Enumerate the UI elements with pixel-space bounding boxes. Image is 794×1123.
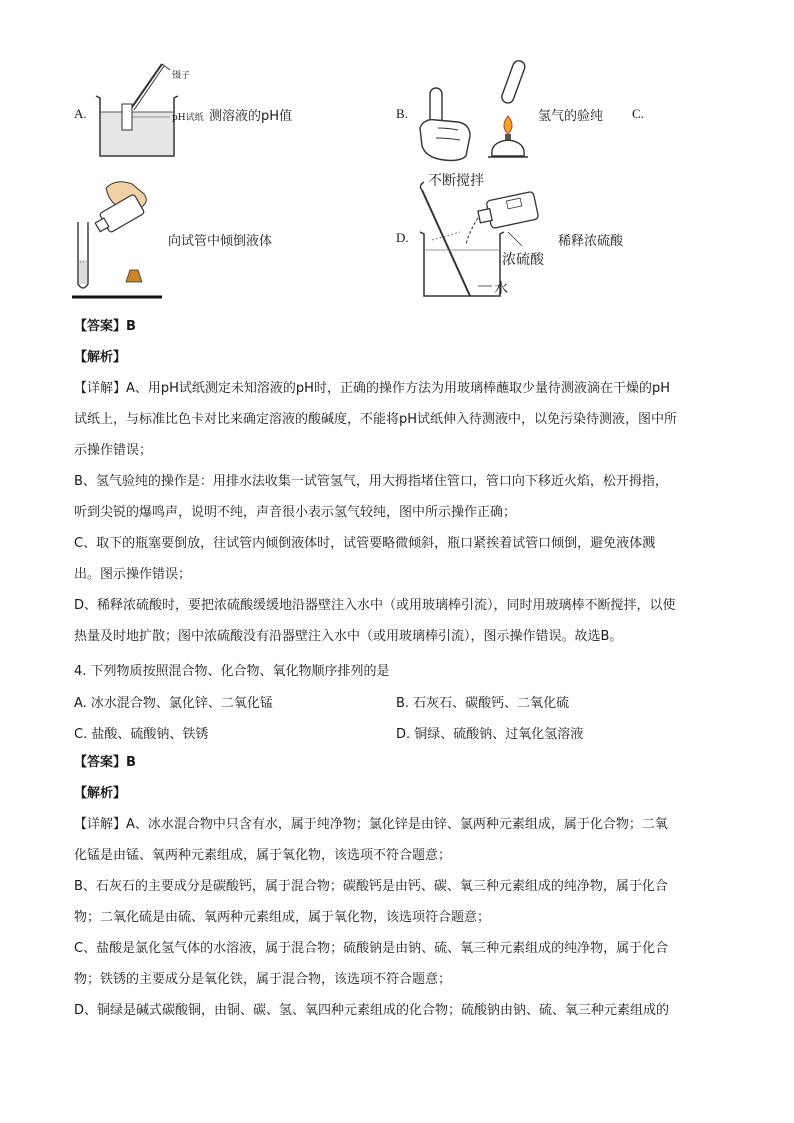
figure-c-caption: 向试管中倾倒液体 (168, 234, 273, 249)
figure-b-caption: 氢气的验纯 (538, 109, 604, 124)
q4-explanation-line: 【详解】A、冰水混合物中只含有水，属于纯净物；氯化锌是由锌、氯两种元素组成，属于化合物；二氧 (74, 817, 668, 832)
q4-analysis-title: 【解析】 (74, 786, 127, 801)
figure-a-caption: 测溶液的pH值 (209, 109, 293, 124)
q4-explanation-line: B、石灰石的主要成分是碳酸钙，属于混合物；碳酸钙是由钙、碳、氧三种元素组成的纯净物，属于化合 (74, 879, 668, 894)
q3-explanation-line: D、稀释浓硫酸时，要把浓硫酸缓缓地沿器壁注入水中（或用玻璃棒引流），同时用玻璃棒不断搅拌，以使 (74, 598, 676, 613)
q4-explanation-line: D、铜绿是碱式碳酸铜，由铜、碳、氢、氧四种元素组成的化合物；硫酸钠由钠、硫、氧三种元素组成的 (74, 1003, 670, 1018)
figure-c-pouring-illustration (70, 178, 170, 302)
q3-explanation-line: 试纸上，与标准比色卡对比来确定溶液的酸碱度，不能将pH试纸伸入待测液中，以免污染待测液，图中所 (74, 412, 678, 427)
q3-explanation-line: 【详解】A、用pH试纸测定未知溶液的pH时，正确的操作方法为用玻璃棒蘸取少量待测液滴在干燥的pH (74, 381, 670, 396)
figure-d-water-label: 水 (494, 281, 508, 297)
figure-b-hand-test-tube-illustration (418, 84, 474, 164)
figure-d-letter: D. (396, 230, 409, 245)
figure-b-alcohol-lamp-illustration (484, 60, 534, 162)
q3-explanation-line: 热量及时地扩散；图中浓硫酸没有沿器壁注入水中（或用玻璃棒引流），图示操作错误。故选B。 (74, 629, 623, 644)
q3-explanation-line: 听到尖锐的爆鸣声，说明不纯，声音很小表示氢气较纯，图中所示操作正确； (74, 505, 517, 520)
q3-answer: 【答案】B (74, 319, 136, 334)
q4-option-a: A. 冰水混合物、氯化锌、二氧化锰 (74, 696, 273, 711)
figure-a-tweezers-label: 镊子 (172, 71, 191, 81)
q4-answer-block (74, 747, 724, 1026)
figure-b-letter: B. (396, 106, 408, 121)
figure-a-ph-label: pH试纸 (172, 113, 204, 123)
figure-c-letter: C. (632, 106, 644, 121)
figure-a-letter: A. (74, 106, 87, 121)
q4-option-b: B. 石灰石、碳酸钙、二氧化硫 (396, 696, 570, 711)
figure-d-caption: 稀释浓硫酸 (558, 234, 624, 249)
q4-explanation-line: 物；铁锈的主要成分是氧化铁，属于混合物，该选项不符合题意； (74, 972, 452, 987)
q4-answer: 【答案】B (74, 755, 136, 770)
figure-d-acid-label: 浓硫酸 (502, 252, 544, 268)
q4-explanation-line: C、盐酸是氯化氢气体的水溶液，属于混合物；硫酸钠是由钠、硫、氧三种元素组成的纯净物，属于化合 (74, 941, 669, 956)
q4-option-c: C. 盐酸、硫酸钠、铁锈 (74, 727, 209, 742)
q3-explanation-line: C、取下的瓶塞要倒放，往试管内倾倒液体时，试管要略微倾斜，瓶口紧挨着试管口倾倒，避免液体溅 (74, 536, 656, 551)
figure-d-dilution-illustration (412, 178, 542, 302)
q3-explanation-line: B、氢气验纯的操作是：用排水法收集一试管氢气，用大拇指堵住管口，管口向下移近火焰，松开拇指， (74, 474, 668, 489)
q4-explanation-line: 物；二氧化硫是由硫、氧两种元素组成，属于氧化物，该选项符合题意； (74, 910, 491, 925)
q3-explanation-line: 示操作错误； (74, 443, 153, 458)
q4-stem: 4. 下列物质按照混合物、化合物、氧化物顺序排列的是 (74, 664, 390, 679)
q3-answer-block (74, 311, 724, 652)
q4-option-d: D. 铜绿、硫酸钠、过氧化氢溶液 (396, 727, 584, 742)
figure-d-stir-label: 不断搅拌 (428, 173, 484, 189)
q4-explanation-line: 化锰是由锰、氧两种元素组成，属于氧化物，该选项不符合题意； (74, 848, 452, 863)
q3-explanation-line: 出。图示操作错误； (74, 567, 192, 582)
q3-analysis-title: 【解析】 (74, 350, 127, 365)
